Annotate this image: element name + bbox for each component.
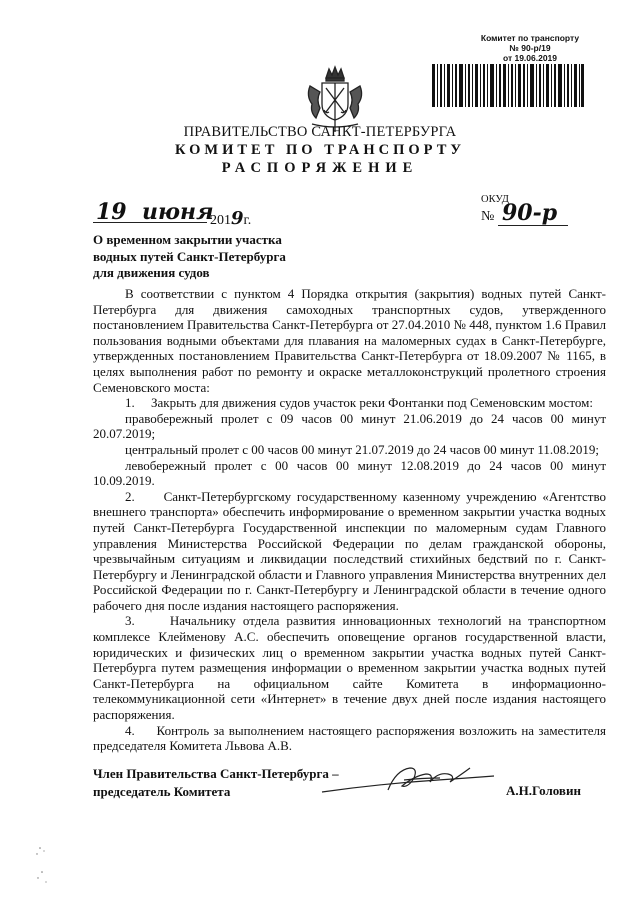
document-subject (93, 232, 323, 282)
handwritten-signature-icon (318, 760, 498, 800)
item-2: 2. Санкт-Петербургскому государственному казенному учреждению «Агентство внешнего транспорта» обеспечить информирование о временном закрытии участка водных путей Санкт-Петербурга Государственной инспекции по маломерным судам Главного управления Министерства Российской Федерации по делам гражданской обороны, чрезвычайным ситуациям и ликвидации последствий стихийных бедствий по г. Санкт-Петербургу и Ленинградской области и Главного управления Министерства внутренних дел Российской Федерации по г. Санкт-Петербургу и Ленинградской области в течение одного рабочего дня после издания настоящего распоряжения. (93, 488, 606, 613)
okud-label: ОКУД (481, 194, 509, 205)
number-label: № (481, 209, 495, 224)
item-1-central-span: центральный пролет с 00 часов 00 минут 21.07.2019 до 24 часов 00 минут 11.08.2019; (125, 441, 600, 457)
item-3: 3. Начальнику отдела развития инновационных технологий на транспортном комплексе Клейменову А.С. обеспечить оповещение органов государственной власти, юридических и физических лиц о временном закрытии участка водных путей Санкт-Петербурга путем размещения информации о временном закрытии участка водных путей Санкт-Петербурга на официальном сайте Комитета в информационно-телекоммуникационной сети «Интернет» в течение двух дней после издания настоящего распоряжения. (93, 613, 606, 723)
date-underline (93, 222, 207, 223)
item-1-right-span: правобережный пролет с 09 часов 00 минут 21.06.2019 до 24 часов 00 минут 20.07.2019; (93, 410, 606, 442)
position-line-1: Член Правительства Санкт-Петербурга – (93, 766, 339, 781)
date-month: июня (142, 199, 214, 225)
item-1: 1. Закрыть для движения судов участок реки Фонтанки под Семеновским мостом: (125, 395, 594, 411)
number-underline (498, 225, 568, 226)
scan-noise (28, 842, 68, 892)
stamp-date: от 19.06.2019 (502, 53, 558, 63)
committee-title: КОМИТЕТ ПО ТРАНСПОРТУ (174, 142, 466, 158)
item-4: 4. Контроль за выполнением настоящего распоряжения возложить на заместителя председателя Комитета Львова А.В. (93, 722, 606, 754)
intro-paragraph: В соответствии с пунктом 4 Порядка открытия (закрытия) водных путей Санкт-Петербурга для движения самоходных транспортных судов, утвержденного постановлением Правительства Санкт-Петербурга от 27.04.2010 № 448, пунктом 1.6 Правил пользования водными объектами для плавания на маломерных судах в Санкт-Петербурге, утвержденных постановлением Правительства Санкт-Петербурга от 18.09.2007 № 1165, в целях выполнения работ по ремонту и окраске металлоконструкций пролетного строения Семеновского моста: (93, 286, 606, 395)
subject-line: для движения судов (93, 265, 210, 280)
registration-stamp (470, 33, 590, 63)
date-year: 2019г. (210, 208, 252, 229)
item-1-left-span: левобережный пролет с 00 часов 00 минут 12.08.2019 до 24 часов 00 минут 10.09.2019. (93, 457, 606, 489)
stamp-org: Комитет по транспорту (480, 33, 580, 43)
stamp-number: № 90-р/19 (509, 43, 551, 53)
date-day: 19 (96, 199, 127, 225)
document-body (93, 286, 606, 754)
government-title: ПРАВИТЕЛЬСТВО САНКТ-ПЕТЕРБУРГА (183, 124, 457, 140)
subject-line: водных путей Санкт-Петербурга (93, 248, 286, 264)
barcode-icon (432, 64, 584, 107)
signatory-name: А.Н.Головин (506, 783, 581, 798)
position-line-2: председатель Комитета (93, 784, 231, 799)
signatory-position (93, 765, 353, 801)
document-type: РАСПОРЯЖЕНИЕ (221, 160, 419, 176)
subject-line: О временном закрытии участка (93, 232, 282, 247)
document-number: 90-р (502, 200, 558, 226)
